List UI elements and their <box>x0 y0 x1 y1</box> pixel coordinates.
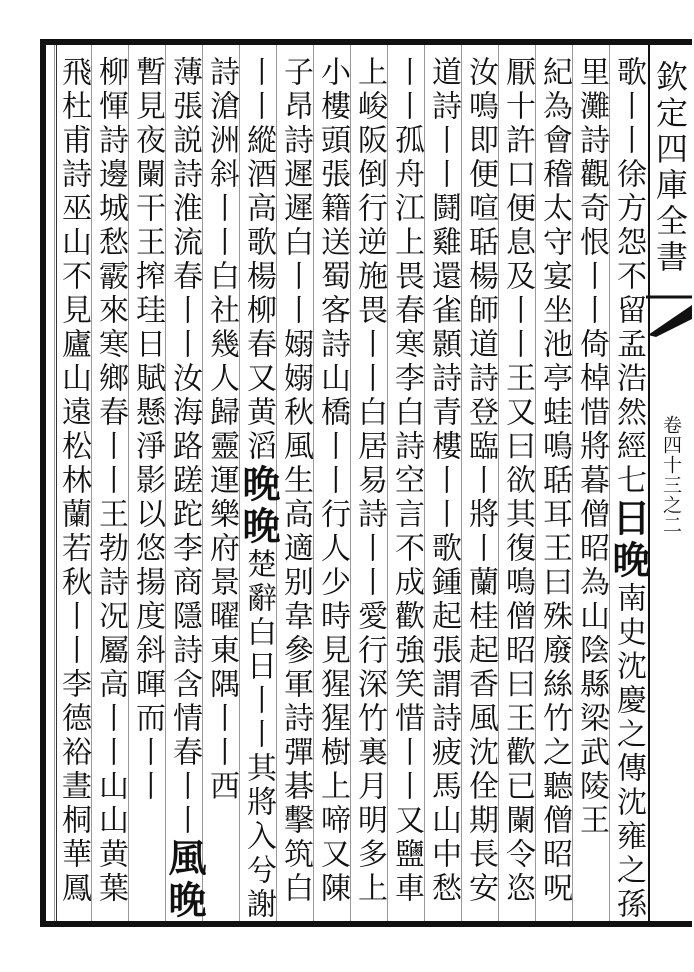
book-title: 欽定四庫全書 <box>651 60 689 276</box>
frame-left-border <box>40 39 46 927</box>
text-column <box>277 56 313 916</box>
volume-label: 卷四十三之二 <box>660 415 682 535</box>
text-column <box>573 56 609 916</box>
text-segment: 僧昭為山陰縣梁武陵王 <box>574 498 609 838</box>
text-segment: 紀為會稽太守宴坐池亭蛙鳴聒耳王曰殊廢絲竹之聽僧昭呪 <box>537 56 572 906</box>
text-column <box>55 56 91 916</box>
text-column <box>351 56 387 916</box>
text-segment: 楚辭白日丨丨其將入兮謝 <box>241 548 276 922</box>
text-segment: 里灘詩觀奇恨丨丨倚棹惜將暮 <box>574 56 609 498</box>
entry-heading: 日晚 <box>606 498 651 582</box>
text-segment: 暫見夜闌干王搾珪日賦懸淨影以悠揚度斜暉而丨丨 <box>130 56 165 804</box>
text-segment: 柳惲詩邊城愁霰來寒鄉春丨丨王勃詩况屬高丨丨山山黄葉 <box>93 56 128 906</box>
text-segment: 歌丨丨徐方怨不留孟浩然經七 <box>611 56 646 498</box>
text-column <box>314 56 350 916</box>
text-segment: 南史沈慶之傳沈雍之孫 <box>611 582 646 922</box>
fish-tail-mark <box>646 295 692 355</box>
frame-bottom-border <box>40 921 692 927</box>
text-segment: 飛杜甫詩巫山不見廬山遠松林蘭若秋丨丨李德裕晝桐華鳳 <box>56 56 91 906</box>
entry-heading: 風晚 <box>162 838 207 922</box>
text-segment: 靈運樂府景曜東隅丨丨西 <box>204 430 239 804</box>
text-segment: 詩滄洲斜丨丨白社幾人歸 <box>204 56 239 430</box>
text-segment: 厭十許口便息及丨丨王又曰欲其復鳴僧昭曰王歡已闌令恣 <box>500 56 535 906</box>
text-segment: 子昂詩遲遲白丨丨嫋嫋秋風生高適别韋參軍詩彈碁擊筑白 <box>278 56 313 906</box>
text-column <box>203 56 239 916</box>
text-column <box>425 56 461 916</box>
text-segment: 道詩丨丨鬪雞還雀顥詩青樓丨丨歌鍾起張謂詩疲馬山中愁 <box>426 56 461 906</box>
text-column <box>388 56 424 916</box>
text-segment: 上峻阪倒行逆施畏丨丨白居易詩丨丨愛行深竹裏月明多上 <box>352 56 387 906</box>
text-column <box>236 56 281 922</box>
text-segment: 汝鳴即便喧聒楊師道詩登臨丨將丨蘭桂起香風沈佺期長安 <box>463 56 498 906</box>
text-column <box>162 56 207 922</box>
text-column <box>536 56 572 916</box>
text-column <box>129 56 165 916</box>
frame-top-border <box>40 39 692 45</box>
text-column <box>92 56 128 916</box>
text-segment: 小樓頭張籍送蜀客詩山橋丨丨行人少時見猩猩樹上啼又陳 <box>315 56 350 906</box>
text-column <box>606 56 651 922</box>
text-segment: 丨丨孤舟江上畏春寒李白詩空言不成歡強笑惜丨丨又鹽車 <box>389 56 424 906</box>
text-segment: 丨丨縱酒高歌楊柳春又黄滔 <box>241 56 276 464</box>
text-column <box>499 56 535 916</box>
text-column <box>462 56 498 916</box>
entry-heading: 晚晚 <box>236 464 281 548</box>
text-segment: 薄張説詩淮流春丨丨汝海路蹉跎李商隱詩含情春丨丨 <box>167 56 202 838</box>
